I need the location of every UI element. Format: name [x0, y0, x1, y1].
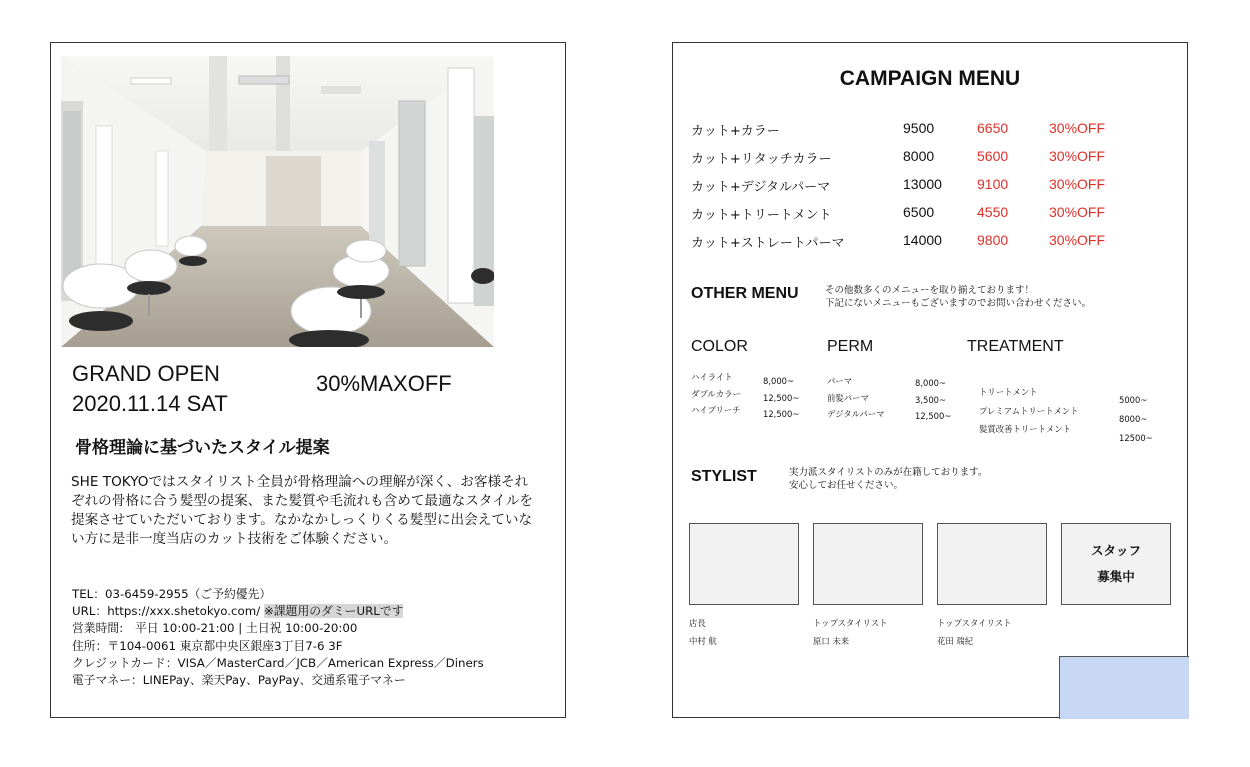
treatment-item-name: プレミアムトリートメント: [979, 405, 1079, 416]
color-item-name: ハイブリーチ: [691, 405, 741, 415]
perm-item-price: 12,500~: [915, 411, 952, 421]
other-menu-note-line: 下記にないメニューもございますのでお問い合わせください。: [825, 298, 1092, 309]
staff-photo-placeholder: [937, 523, 1047, 605]
staff-photo-placeholder: [813, 523, 923, 605]
staff-caption: [937, 614, 1011, 650]
recruiting-label: 募集中: [1097, 569, 1135, 584]
stylist-note-line: 実力派スタイリストのみが在籍しております。: [789, 467, 988, 478]
recruiting-label: スタッフ: [1090, 543, 1141, 558]
campaign-sale-price: 5600: [977, 148, 1009, 164]
perm-item-name: デジタルパーマ: [827, 409, 885, 419]
staff-role: 店長: [689, 618, 706, 628]
open-date: 2020.11.14 SAT: [72, 391, 228, 416]
staff-role: トップスタイリスト: [937, 618, 1012, 628]
campaign-regular-price: 9500: [903, 120, 935, 136]
treatment-item-name: 髪質改善トリートメント: [979, 424, 1072, 434]
perm-item-price: 3,500~: [915, 394, 946, 405]
color-item-names: [691, 369, 741, 419]
campaign-menu-title: CAMPAIGN MENU: [839, 67, 1021, 90]
color-item-name: ハイライト: [691, 372, 733, 382]
staff-photo-placeholder: [689, 523, 799, 605]
treatment-item-price: 8000~: [1119, 414, 1148, 424]
stylist-heading: STYLIST: [691, 468, 757, 485]
staff-caption: [813, 614, 887, 650]
treatment-item-prices: [1119, 391, 1153, 448]
credit-card-line: クレジットカード：VISA／MasterCard／JCB／American Express／Diners: [72, 655, 484, 670]
campaign-item-name: カット+トリートメント: [691, 208, 832, 223]
perm-item-name: 前髪パーマ: [827, 392, 869, 403]
campaign-sale-price: 4550: [977, 204, 1009, 220]
campaign-discount: 30%OFF: [1049, 232, 1106, 248]
staff-caption: [689, 614, 717, 650]
other-menu-heading: OTHER MENU: [691, 285, 799, 302]
treatment-item-price: 12500~: [1119, 433, 1153, 443]
campaign-regular-price: 14000: [903, 232, 942, 248]
treatment-heading: TREATMENT: [967, 338, 1064, 355]
color-item-prices: [763, 373, 799, 423]
staff-name: 原口 未来: [813, 636, 850, 646]
campaign-sale-price: 6650: [977, 120, 1009, 136]
treatment-item-names: [979, 383, 1079, 439]
perm-item-name: パーマ: [827, 376, 853, 386]
color-item-name: ダブルカラー: [691, 388, 741, 399]
salon-interior-photo: [61, 56, 494, 347]
contact-info: [72, 586, 484, 689]
campaign-regular-price: 13000: [903, 176, 942, 192]
grand-open-flyer: [50, 42, 566, 718]
perm-item-prices: [915, 375, 951, 425]
intro-paragraph: SHE TOKYOではスタイリスト全員が骨格理論への理解が深く、お客様それぞれの骨格に合う髪型の提案、また髪質や毛流れも含めて最適なスタイルを提案させていただいております。なかなかしっくりくる髪型に出会えていない方に是非一度当店のカット技術をご体験ください。: [71, 474, 533, 547]
campaign-regular-price: 6500: [903, 204, 935, 220]
treatment-item-name: トリートメント: [979, 387, 1038, 397]
campaign-item-name: カット+デジタルパーマ: [691, 180, 831, 195]
headline: 骨格理論に基づいたスタイル提案: [75, 438, 330, 458]
staff-name: 花田 瑞紀: [937, 636, 974, 646]
campaign-item-name: カット+リタッチカラー: [691, 152, 832, 167]
staff-role: トップスタイリスト: [813, 618, 888, 628]
campaign-sale-price: 9100: [977, 176, 1009, 192]
campaign-item-name: カット+カラー: [691, 124, 780, 139]
perm-heading: PERM: [827, 338, 874, 355]
grand-open-block: [72, 359, 228, 419]
perm-item-names: [827, 373, 885, 423]
campaign-menu-flyer: [672, 42, 1188, 718]
campaign-item-name: カット+ストレートパーマ: [691, 236, 845, 251]
color-item-price: 8,000~: [763, 376, 794, 386]
stylist-note-line: 安心してお任せください。: [789, 480, 904, 491]
other-menu-note: [825, 284, 1091, 310]
hours-line: 営業時間: 平日 10:00-21:00 | 土日祝 10:00-20:00: [72, 621, 358, 636]
max-off-label: 30%MAXOFF: [316, 371, 452, 396]
campaign-discount: 30%OFF: [1049, 204, 1106, 220]
campaign-sale-price: 9800: [977, 232, 1009, 248]
color-item-price: 12,500~: [763, 409, 800, 419]
e-money-line: 電子マネー：LINEPay、楽天Pay、PayPay、交通系電子マネー: [72, 673, 406, 688]
color-heading: COLOR: [691, 338, 748, 355]
perm-item-price: 8,000~: [915, 378, 946, 388]
blue-decor-block: [1059, 656, 1189, 719]
tel-line: TEL：03-6459-2955（ご予約優先）: [72, 587, 272, 601]
url-text[interactable]: URL：https://xxx.shetokyo.com/: [72, 604, 261, 619]
campaign-discount: 30%OFF: [1049, 176, 1106, 192]
url-dummy-note: ※課題用のダミーURLです: [263, 604, 404, 619]
staff-name: 中村 航: [689, 636, 717, 646]
staff-recruiting-box: [1061, 523, 1171, 605]
campaign-discount: 30%OFF: [1049, 120, 1106, 136]
treatment-item-price: 5000~: [1119, 395, 1148, 405]
other-menu-note-line: その他数多くのメニューを取り揃えております！: [825, 285, 1035, 296]
stylist-note: [789, 466, 987, 492]
grand-open-label: GRAND OPEN: [72, 361, 220, 386]
campaign-discount: 30%OFF: [1049, 148, 1106, 164]
url-line: [72, 603, 484, 620]
campaign-regular-price: 8000: [903, 148, 935, 164]
color-item-price: 12,500~: [763, 392, 800, 403]
address-line: 住所：〒104-0061 東京都中央区銀座3丁目7-6 3F: [72, 638, 343, 653]
